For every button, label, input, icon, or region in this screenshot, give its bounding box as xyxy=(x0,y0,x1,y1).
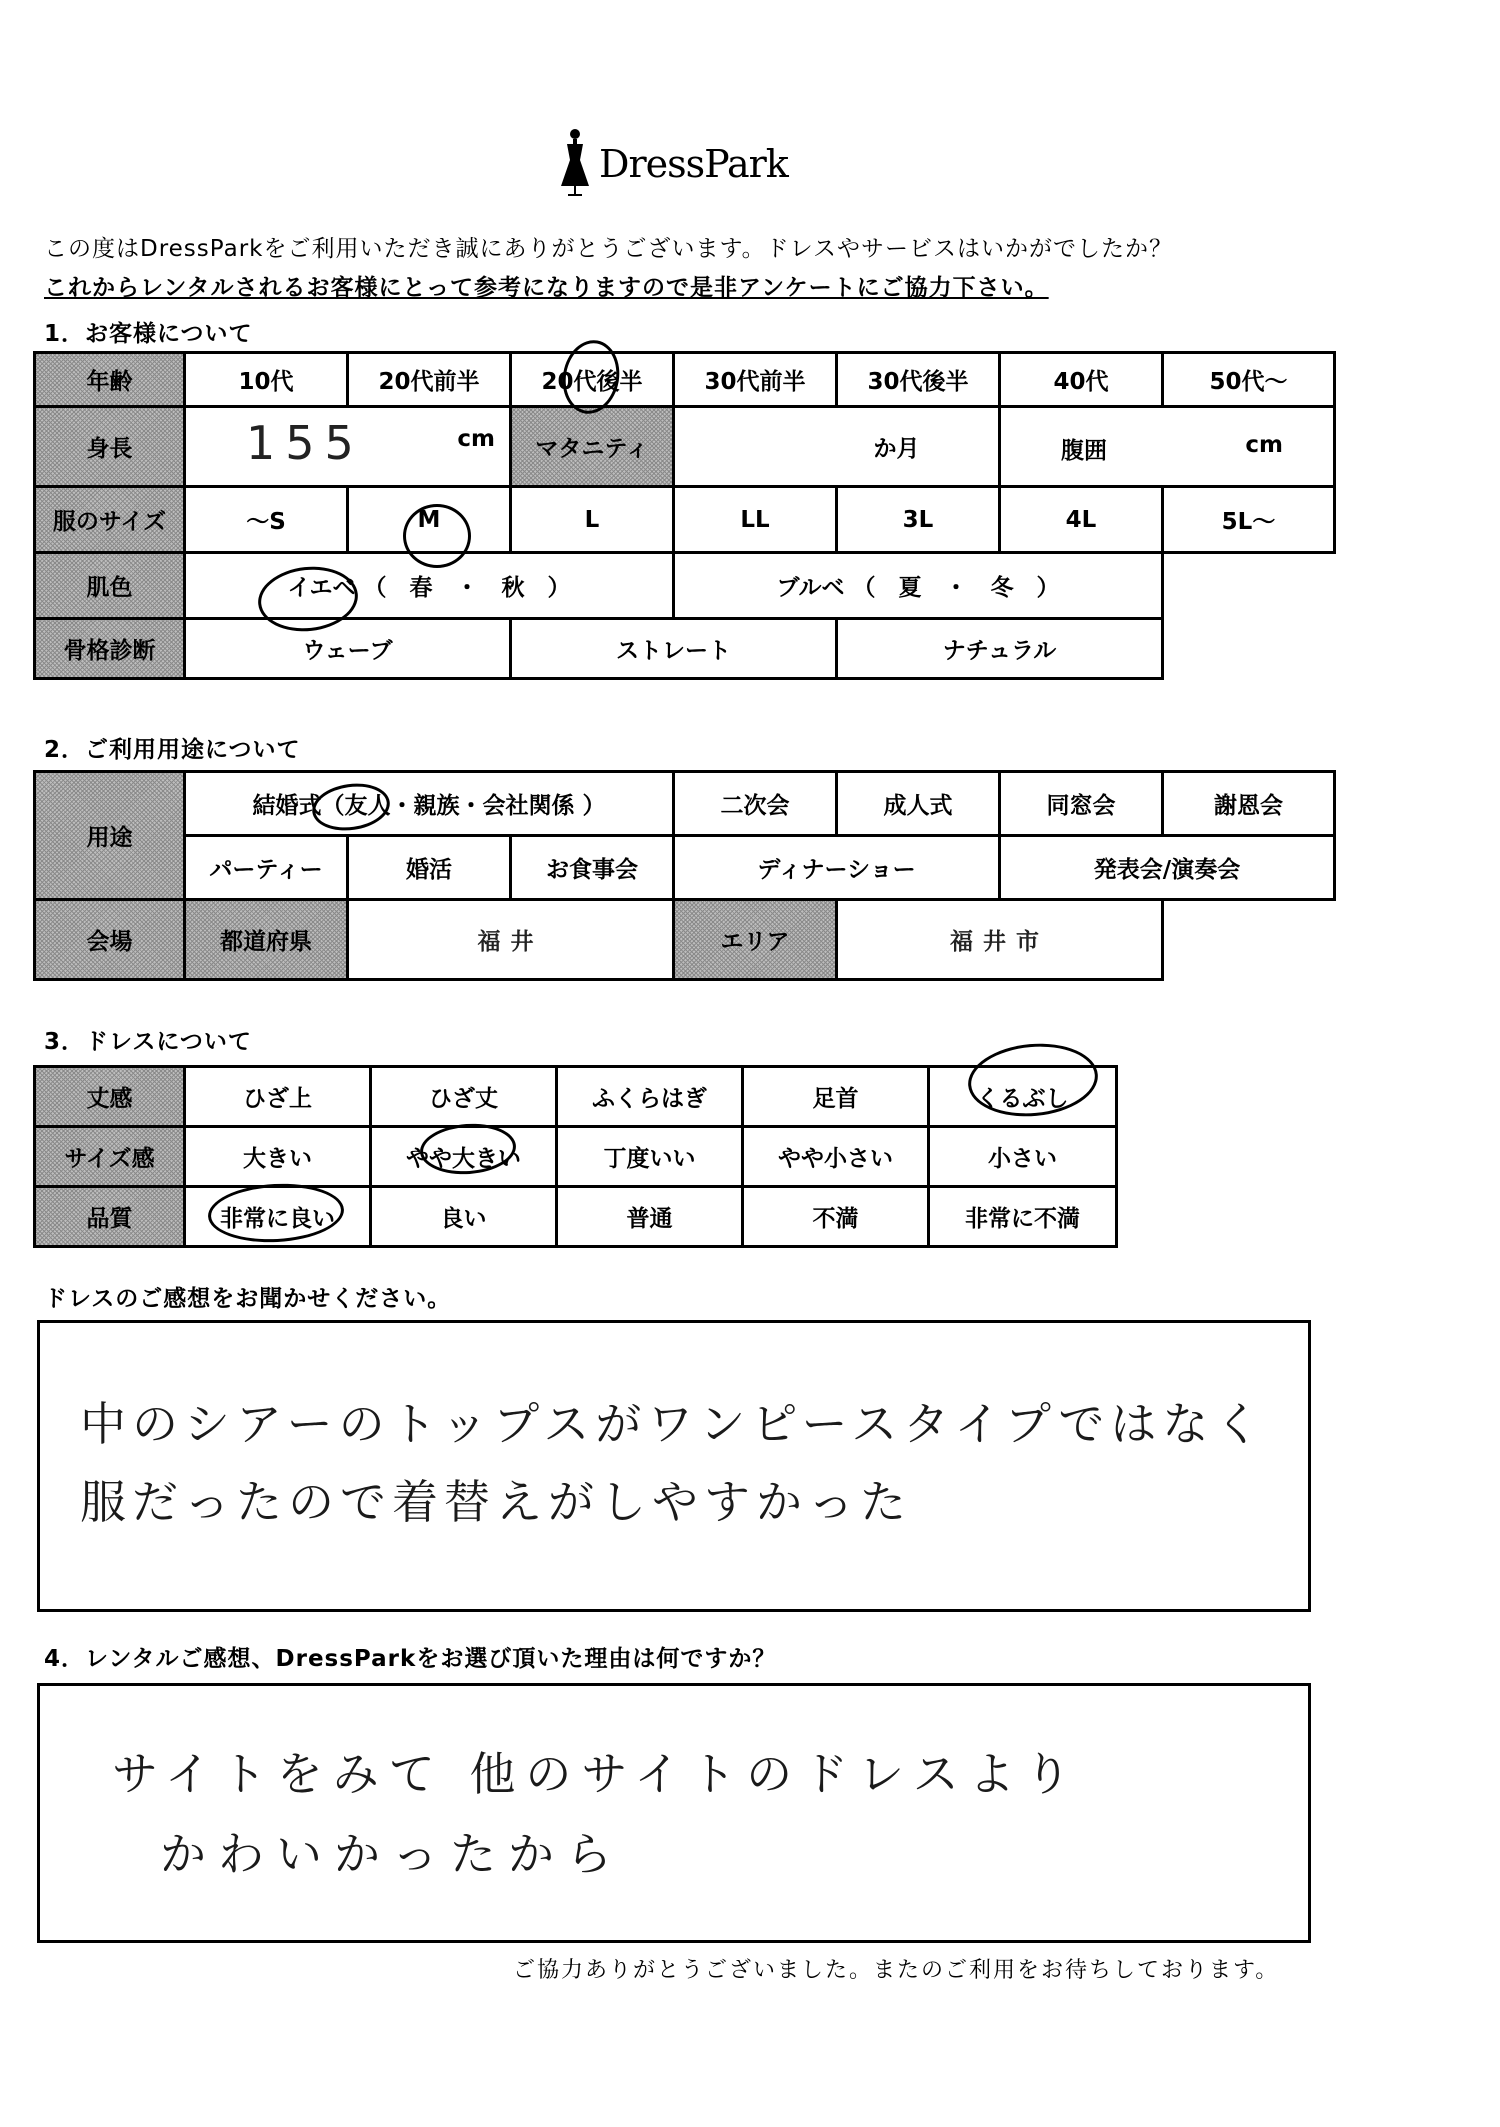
section2-title: 2．ご利用用途について xyxy=(44,737,301,763)
customer-table xyxy=(33,351,1336,680)
fit-option-slightly-large[interactable]: やや大きい xyxy=(371,1127,557,1187)
age-option-50s[interactable]: 50代～ xyxy=(1163,353,1335,407)
section3-title: 3．ドレスについて xyxy=(44,1029,252,1055)
brand-name: DressPark xyxy=(599,142,788,186)
dress-silhouette-icon xyxy=(555,128,595,198)
section1-title: 1．お客様について xyxy=(44,321,253,347)
age-label: 年齢 xyxy=(35,353,185,407)
waist-field[interactable] xyxy=(1000,407,1335,487)
use-dinner-show[interactable]: ディナーショー xyxy=(674,836,1000,900)
quality-option-good[interactable]: 良い xyxy=(371,1187,557,1247)
use-party[interactable]: パーティー xyxy=(185,836,348,900)
use-wedding[interactable]: 結婚式（友人・親族・会社関係 ） xyxy=(185,772,674,836)
use-coming-of-age[interactable]: 成人式 xyxy=(837,772,1000,836)
height-value: 155 xyxy=(246,416,364,470)
skin-yellow-label: イエベ xyxy=(287,575,356,601)
footer-thanks: ご協力ありがとうございました。またのご利用をお待ちしております。 xyxy=(513,1958,1280,1983)
size-option-l[interactable]: L xyxy=(511,487,674,553)
blank-cell xyxy=(1163,553,1335,619)
blank-cell xyxy=(1163,619,1335,679)
area-label: エリア xyxy=(674,900,837,980)
size-option-m[interactable]: M xyxy=(348,487,511,553)
month-unit: か月 xyxy=(873,436,920,462)
fit-option-slightly-small[interactable]: やや小さい xyxy=(743,1127,929,1187)
age-option-early-30s[interactable]: 30代前半 xyxy=(674,353,837,407)
frame-label: 骨格診断 xyxy=(35,619,185,679)
length-label: 丈感 xyxy=(35,1067,185,1127)
prefecture-label: 都道府県 xyxy=(185,900,348,980)
fit-option-large[interactable]: 大きい xyxy=(185,1127,371,1187)
area-value[interactable]: 福井市 xyxy=(837,900,1163,980)
length-option-anklebone[interactable]: くるぶし xyxy=(929,1067,1117,1127)
quality-label: 品質 xyxy=(35,1187,185,1247)
fit-option-just-right[interactable]: 丁度いい xyxy=(557,1127,743,1187)
rental-comment-line-1: サイトをみて 他のサイトのドレスより xyxy=(112,1747,1081,1801)
waist-label: 腹囲 xyxy=(1061,438,1107,464)
quality-option-average[interactable]: 普通 xyxy=(557,1187,743,1247)
frame-option-wave[interactable]: ウェーブ xyxy=(185,619,511,679)
blank-cell xyxy=(1163,900,1335,980)
skin-blue-label: ブルベ xyxy=(776,575,845,601)
use-label: 用途 xyxy=(35,772,185,900)
size-option-5l[interactable]: 5L～ xyxy=(1163,487,1335,553)
length-option-ankle[interactable]: 足首 xyxy=(743,1067,929,1127)
length-option-calf[interactable]: ふくらはぎ xyxy=(557,1067,743,1127)
usage-table xyxy=(33,770,1336,981)
comment-prompt: ドレスのご感想をお聞かせください。 xyxy=(44,1286,452,1312)
use-recital[interactable]: 発表会/演奏会 xyxy=(1000,836,1335,900)
size-option-s[interactable]: ～S xyxy=(185,487,348,553)
skin-blue-seasons: （ 夏 ・ 冬 ） xyxy=(852,575,1060,601)
intro-line-1: この度はDressParkをご利用いただき誠にありがとうございます。ドレスやサービスはいかがでしたか？ xyxy=(44,236,1173,262)
maternity-months-field[interactable] xyxy=(674,407,1000,487)
fit-option-small[interactable]: 小さい xyxy=(929,1127,1117,1187)
quality-option-very-good[interactable]: 非常に良い xyxy=(185,1187,371,1247)
age-option-40s[interactable]: 40代 xyxy=(1000,353,1163,407)
skin-yellow-seasons: （ 春 ・ 秋 ） xyxy=(363,575,571,601)
length-option-above-knee[interactable]: ひざ上 xyxy=(185,1067,371,1127)
skin-yellow-option[interactable] xyxy=(185,553,674,619)
dress-comment-line-2: 服だったので着替えがしやすかった xyxy=(80,1475,912,1529)
fit-label: サイズ感 xyxy=(35,1127,185,1187)
length-option-knee[interactable]: ひざ丈 xyxy=(371,1067,557,1127)
dresspark-logo xyxy=(555,128,805,198)
venue-label: 会場 xyxy=(35,900,185,980)
age-option-10s[interactable]: 10代 xyxy=(185,353,348,407)
rental-comment-line-2: かわいかったから xyxy=(160,1827,624,1881)
height-unit: cm xyxy=(457,426,495,452)
use-dinner[interactable]: お食事会 xyxy=(511,836,674,900)
age-option-early-20s[interactable]: 20代前半 xyxy=(348,353,511,407)
size-option-3l[interactable]: 3L xyxy=(837,487,1000,553)
frame-option-natural[interactable]: ナチュラル xyxy=(837,619,1163,679)
intro-line-2: これからレンタルされるお客様にとって参考になりますので是非アンケートにご協力下さい。 xyxy=(44,275,1049,301)
size-label: 服のサイズ xyxy=(35,487,185,553)
quality-option-very-unsatisfied[interactable]: 非常に不満 xyxy=(929,1187,1117,1247)
use-reunion[interactable]: 同窓会 xyxy=(1000,772,1163,836)
use-konkatsu[interactable]: 婚活 xyxy=(348,836,511,900)
use-after-party[interactable]: 二次会 xyxy=(674,772,837,836)
waist-unit: cm xyxy=(1245,432,1283,458)
size-option-4l[interactable]: 4L xyxy=(1000,487,1163,553)
frame-option-straight[interactable]: ストレート xyxy=(511,619,837,679)
quality-option-unsatisfied[interactable]: 不満 xyxy=(743,1187,929,1247)
skin-blue-option[interactable] xyxy=(674,553,1163,619)
skin-label: 肌色 xyxy=(35,553,185,619)
height-label: 身長 xyxy=(35,407,185,487)
size-option-ll[interactable]: LL xyxy=(674,487,837,553)
rental-comment-box[interactable] xyxy=(37,1683,1311,1943)
section4-title: 4．レンタルご感想、DressParkをお選び頂いた理由は何ですか？ xyxy=(44,1646,777,1672)
dress-comment-line-1: 中のシアーのトップスがワンピースタイプではなく xyxy=(80,1397,1267,1451)
maternity-label: マタニティ xyxy=(511,407,674,487)
age-option-late-20s[interactable]: 20代後半 xyxy=(511,353,674,407)
use-thank-you-party[interactable]: 謝恩会 xyxy=(1163,772,1335,836)
dress-table xyxy=(33,1065,1118,1248)
age-option-late-30s[interactable]: 30代後半 xyxy=(837,353,1000,407)
height-field[interactable] xyxy=(185,407,511,487)
prefecture-value[interactable]: 福井 xyxy=(348,900,674,980)
